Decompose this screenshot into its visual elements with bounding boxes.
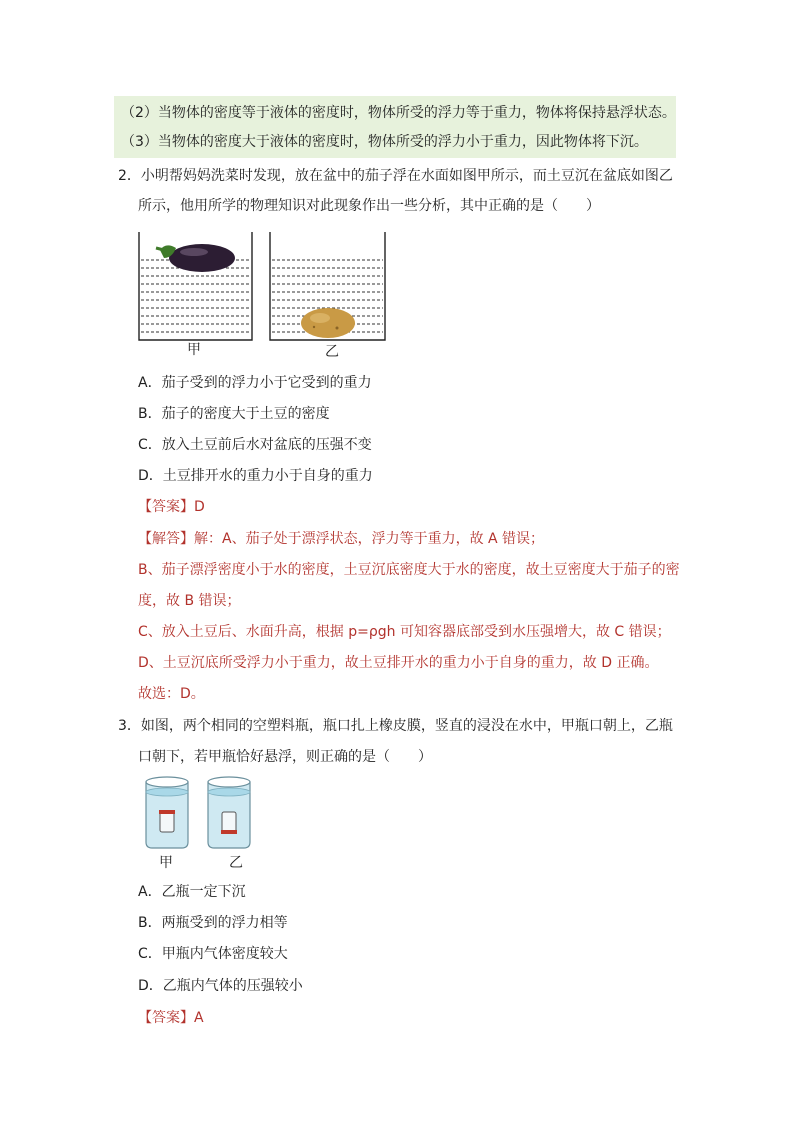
q3-option-c: C．甲瓶内气体密度较大	[138, 946, 288, 962]
bottle-jia-icon	[159, 810, 175, 832]
q2-fig-label-jia: 甲	[187, 342, 201, 358]
q3-answer	[138, 1008, 204, 1028]
beaker-jia	[146, 777, 188, 848]
q3-fig-label-jia: 甲	[159, 855, 173, 871]
q3-answer-value: A	[194, 1010, 204, 1026]
q2-stem-line-1: 2．小明帮妈妈洗菜时发现，放在盆中的茄子浮在水面如图甲所示，而土豆沉在盆底如图乙	[118, 168, 673, 184]
q2-stem-line-2: 所示，他用所学的物理知识对此现象作出一些分析，其中正确的是（ ）	[138, 198, 600, 214]
q3-figure	[140, 774, 260, 850]
q2-option-b: B．茄子的密度大于土豆的密度	[138, 406, 330, 422]
q3-stem-line-1: 3．如图，两个相同的空塑料瓶，瓶口扎上橡皮膜，竖直的浸没在水中，甲瓶口朝上，乙瓶	[118, 718, 673, 734]
q2-analysis-line-2: B、茄子漂浮密度小于水的密度，土豆沉底密度大于水的密度，故土豆密度大于茄子的密	[138, 562, 680, 578]
beaker-yi	[208, 777, 250, 848]
q2-answer-value: D	[194, 499, 205, 515]
q2-analysis-line-3: 度，故 B 错误；	[138, 593, 241, 609]
potato-icon	[301, 308, 355, 338]
q2-analysis-line-5: D、土豆沉底所受浮力小于重力，故土豆排开水的重力小于自身的重力，故 D 正确。	[138, 655, 659, 671]
q2-answer-tag: 【答案】	[138, 499, 194, 515]
q3-option-d: D．乙瓶内气体的压强较小	[138, 978, 303, 994]
q2-analysis-line-6: 故选：D。	[138, 686, 205, 702]
q3-option-b: B．两瓶受到的浮力相等	[138, 915, 288, 931]
q3-fig-label-yi: 乙	[229, 855, 243, 871]
q2-option-c: C．放入土豆前后水对盆底的压强不变	[138, 437, 372, 453]
q2-option-d: D．土豆排开水的重力小于自身的重力	[138, 468, 373, 484]
q2-analysis-line-4: C、放入土豆后、水面升高，根据 p=ρgh 可知容器底部受到水压强增大，故 C 错误；	[138, 624, 671, 640]
bottle-yi-icon	[221, 812, 237, 834]
q3-stem-line-2: 口朝下，若甲瓶恰好悬浮，则正确的是（ ）	[138, 749, 432, 765]
q3-answer-tag: 【答案】	[138, 1010, 194, 1026]
basin-jia	[139, 232, 252, 340]
q2-analysis-text-1: 解：A、茄子处于漂浮状态，浮力等于重力，故 A 错误；	[194, 531, 545, 547]
basin-yi	[270, 232, 385, 340]
q3-option-a: A．乙瓶一定下沉	[138, 884, 246, 900]
q2-figure	[134, 228, 394, 360]
q2-analysis-line-1	[138, 529, 544, 549]
q2-fig-label-yi: 乙	[325, 344, 339, 360]
summary-line-2: （2）当物体的密度等于液体的密度时，物体所受的浮力等于重力，物体将保持悬浮状态。	[121, 105, 676, 121]
q2-option-a: A．茄子受到的浮力小于它受到的重力	[138, 375, 372, 391]
summary-line-3: （3）当物体的密度大于液体的密度时，物体所受的浮力小于重力，因此物体将下沉。	[121, 134, 648, 150]
q2-analysis-tag: 【解答】	[138, 531, 194, 547]
q2-answer	[138, 497, 205, 517]
